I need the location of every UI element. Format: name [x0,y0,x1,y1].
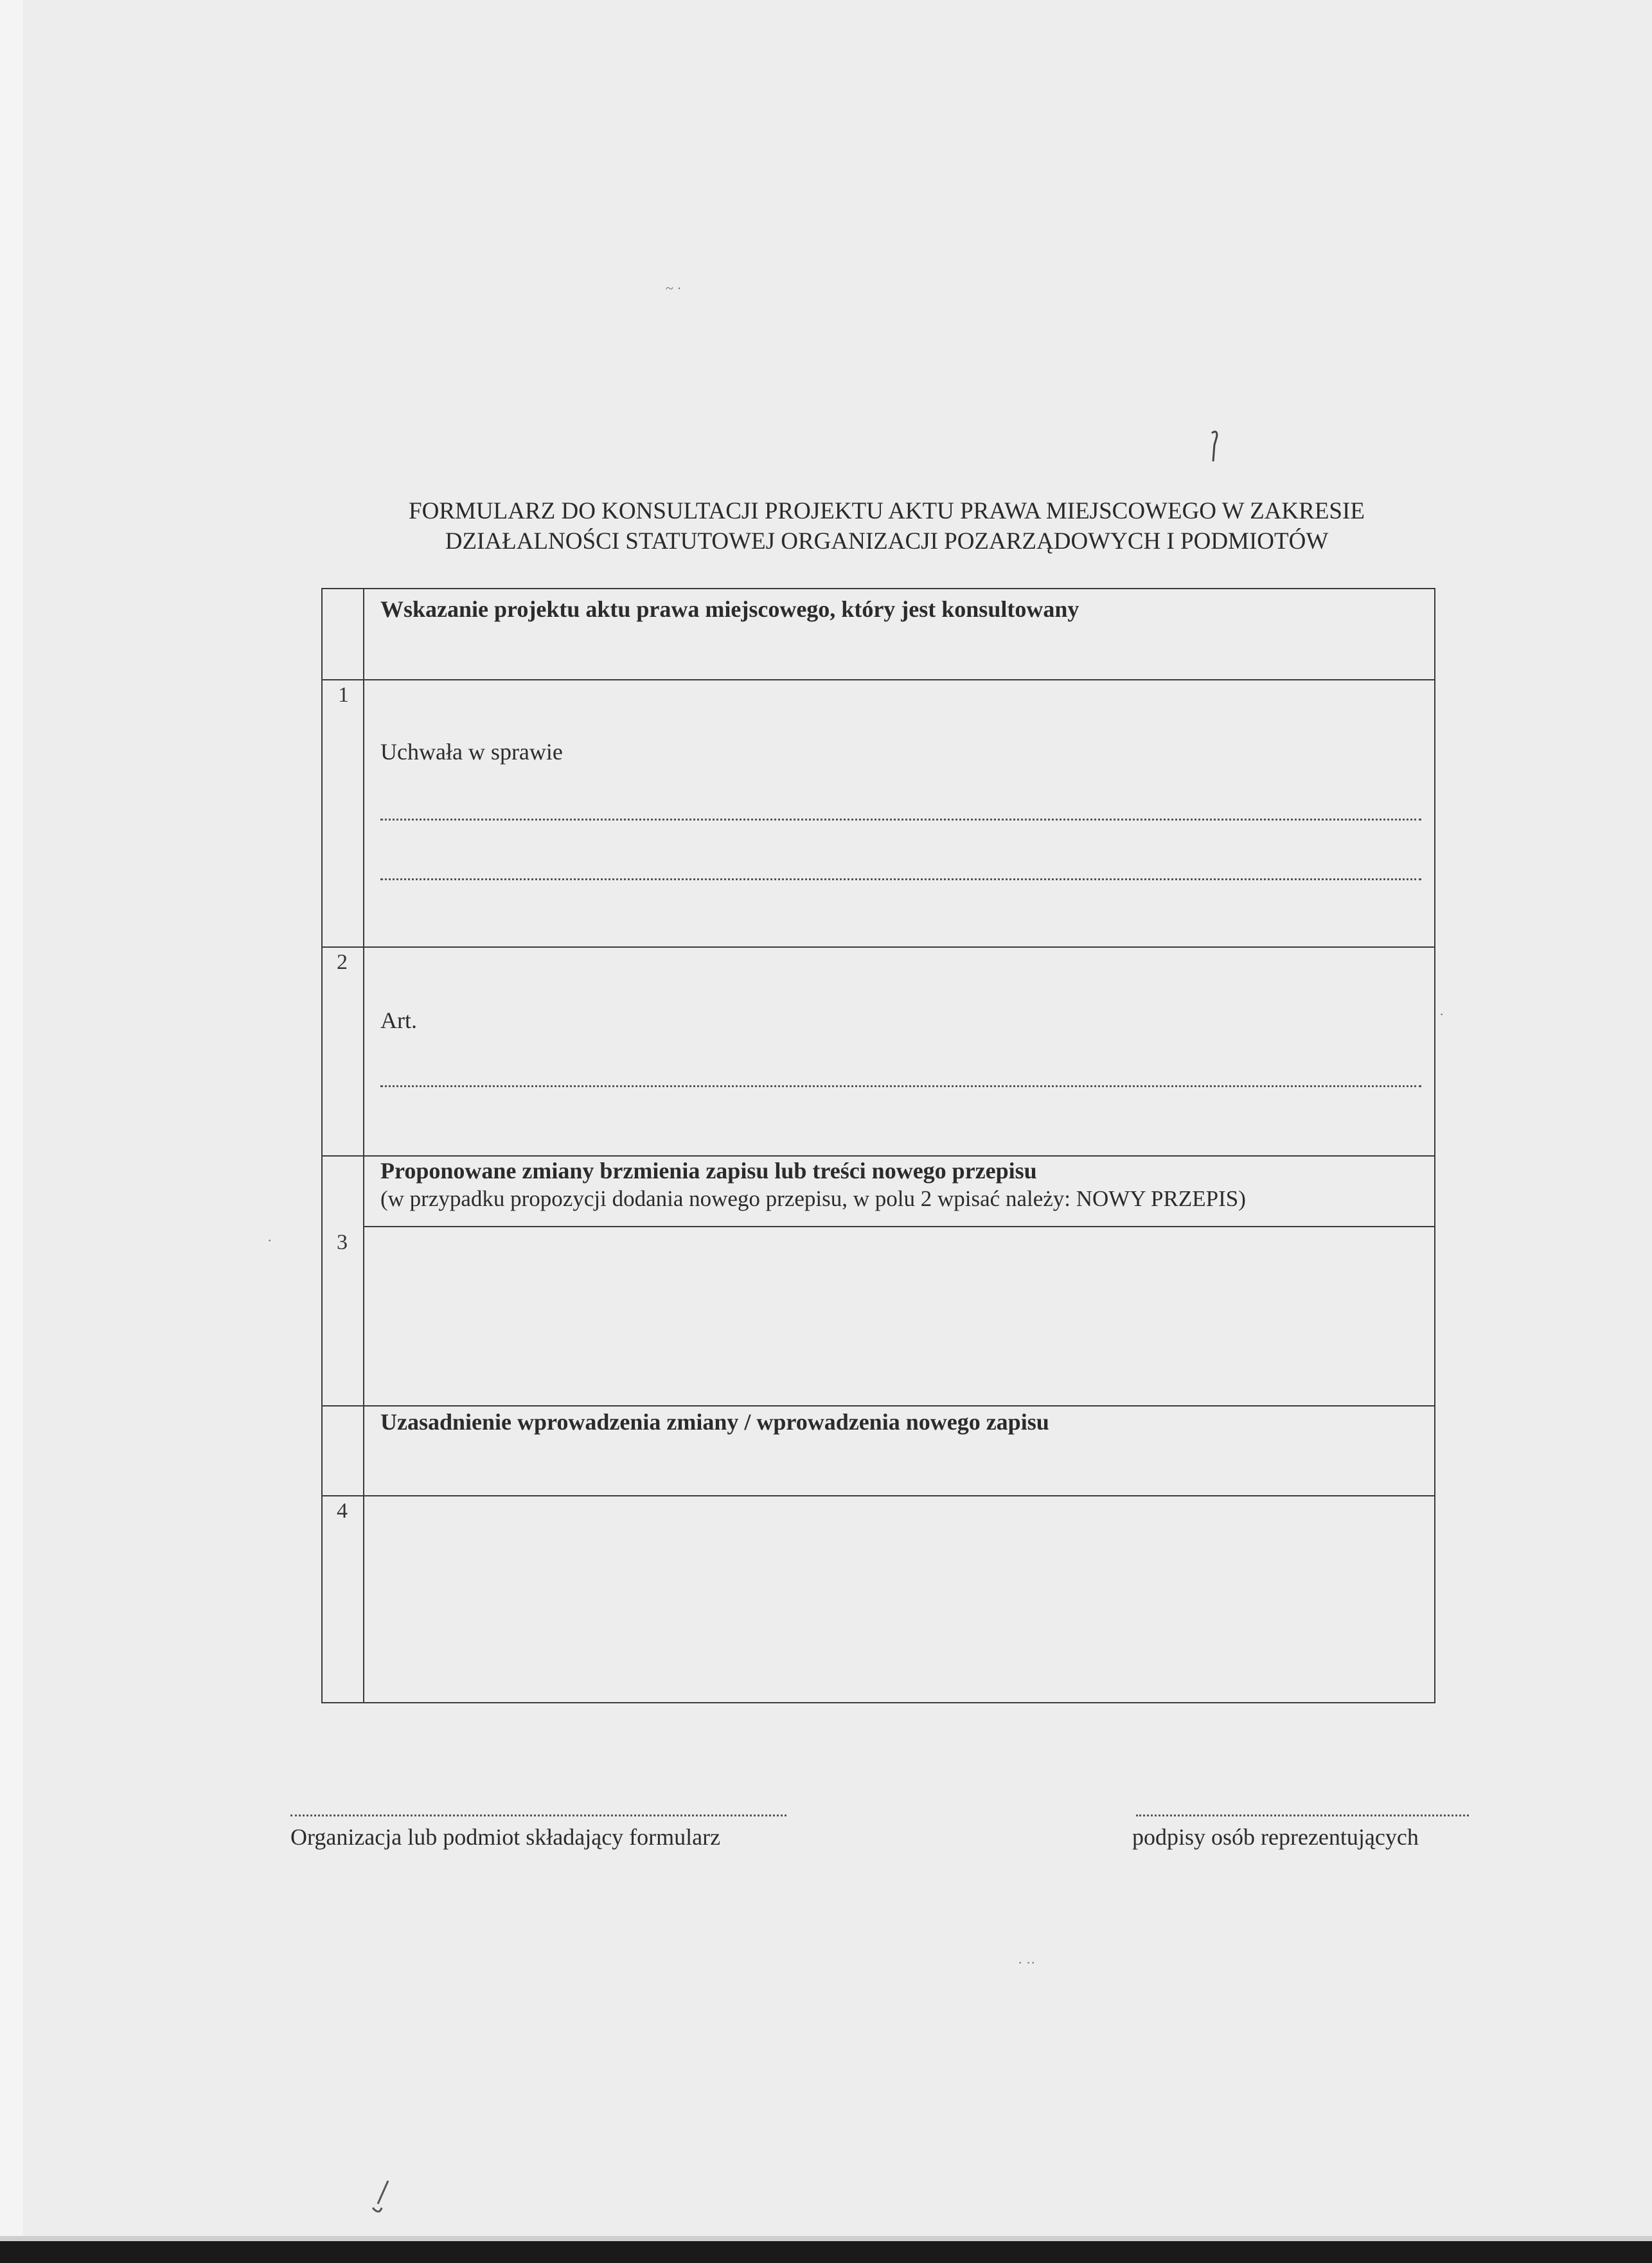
section-4-answer-area[interactable] [365,1497,1434,1701]
organization-signature-line[interactable] [290,1815,786,1816]
row-number-2: 2 [337,950,348,974]
divider-after-heading-3 [363,1226,1434,1227]
pen-mark-top [1208,429,1223,466]
form-title-line-2: DZIAŁALNOŚCI STATUTOWEJ ORGANIZACJI POZARZĄDOWYCH I PODMIOTÓW [445,528,1329,555]
section-4-heading: Uzasadnienie wprowadzenia zmiany / wprowadzenia nowego zapisu [380,1409,1049,1435]
section-3-note: (w przypadku propozycji dodania nowego przepisu, w polu 2 wpisać należy: NOWY PRZEPIS) [380,1186,1246,1211]
form-title-line-1: FORMULARZ DO KONSULTACJI PROJEKTU AKTU PRAWA MIEJSCOWEGO W ZAKRESIE [409,498,1365,524]
pen-mark-top-icon [1208,429,1223,463]
representatives-signature-line[interactable] [1136,1815,1469,1816]
organization-label: Organizacja lub podmiot składający formularz [290,1824,721,1850]
pen-mark-bottom-icon [366,2178,392,2217]
uchwala-fill-line-2[interactable] [380,878,1421,880]
row-number-4: 4 [337,1499,348,1523]
scan-bottom-edge [0,2241,1652,2263]
divider-after-row-2 [323,1155,1434,1157]
scan-speck-2: · [267,1232,272,1248]
divider-after-row-3 [323,1405,1434,1407]
art-fill-line[interactable] [380,1085,1421,1087]
divider-after-row-1 [323,946,1434,948]
number-column-divider [363,589,364,1702]
pen-mark-bottom [366,2178,392,2220]
scan-speck-4: · ·· [1018,1955,1036,1971]
scan-speck-1: ~ · [666,280,682,296]
divider-after-heading-4 [323,1495,1434,1496]
section-1-heading: Wskazanie projektu aktu prawa miejscowego, który jest konsultowany [380,596,1079,622]
scan-speck-3: · [1439,1006,1444,1022]
consultation-form-table [321,588,1435,1703]
section-3-answer-area[interactable] [365,1228,1434,1405]
row-number-1: 1 [338,683,349,707]
art-label: Art. [380,1007,417,1033]
uchwala-fill-line-1[interactable] [380,819,1421,821]
section-3-heading: Proponowane zmiany brzmienia zapisu lub treści nowego przepisu [380,1158,1037,1184]
row-number-3: 3 [337,1230,348,1254]
form-title [334,496,1439,556]
representatives-label: podpisy osób reprezentujących [1132,1824,1419,1850]
uchwala-label: Uchwała w sprawie [380,739,563,765]
divider-after-heading-1 [323,679,1434,680]
scan-left-edge [0,0,23,2263]
